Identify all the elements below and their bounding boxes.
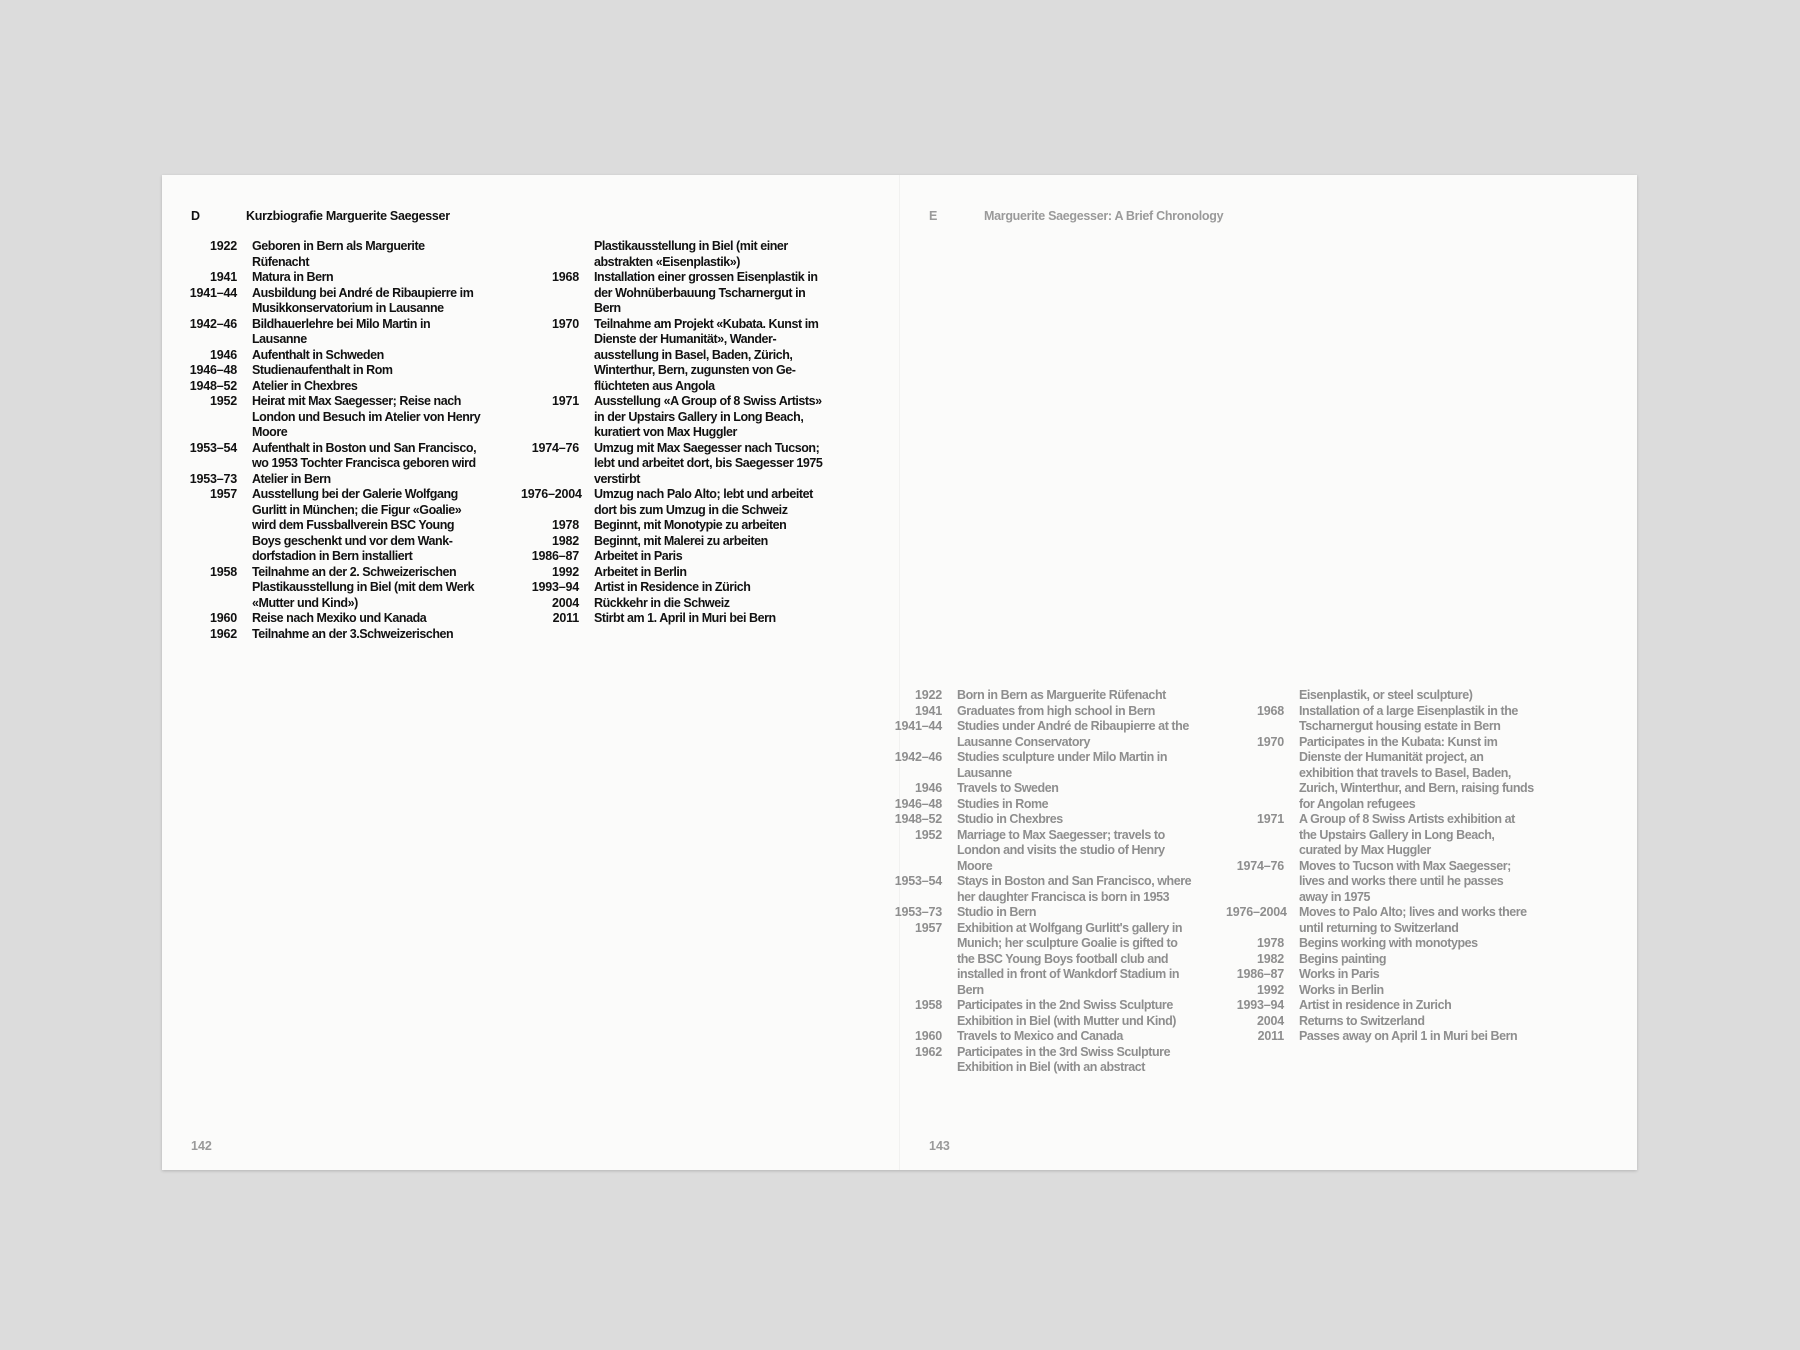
entry-text: Umzug mit Max Saegesser nach Tucson; lebt und arbeitet dort, bis Saegesser 1975 verstirbt (594, 440, 823, 486)
entry-text: Works in Berlin (1299, 982, 1384, 997)
entry-year: 1976–2004 (521, 487, 582, 501)
entry-text: Begins working with monotypes (1299, 936, 1478, 950)
chronology-entry (1226, 812, 1534, 859)
entry-text: Aufenthalt in Schweden (252, 347, 384, 362)
chronology-entry (521, 534, 826, 550)
chronology-entry (179, 363, 484, 379)
entry-year: 1962 (209, 626, 237, 641)
page-number: 142 (191, 1139, 212, 1153)
chronology-entry (179, 286, 484, 317)
entry-year: 1946–48 (894, 796, 942, 811)
entry-text: Rückkehr in die Schweiz (594, 595, 730, 610)
entry-text: Atelier in Chexbres (252, 378, 358, 393)
chronology-entry (521, 317, 826, 395)
chronology-entry (1226, 967, 1534, 983)
entry-year: 1974–76 (531, 440, 579, 455)
entry-text: Umzug nach Palo Alto; lebt und arbeitet dort bis zum Umzug in die Schweiz (594, 487, 813, 517)
entry-text: Passes away on April 1 in Muri bei Bern (1299, 1029, 1518, 1043)
chronology-entry (179, 239, 484, 270)
left-page (162, 175, 899, 1170)
entry-text: Studio in Bern (957, 905, 1037, 919)
chronology-entry (1226, 735, 1534, 813)
entry-text: Stirbt am 1. April in Muri bei Bern (594, 611, 776, 625)
page-number: 143 (929, 1139, 950, 1153)
entry-year: 2004 (1256, 1013, 1284, 1028)
chronology-entry (884, 704, 1192, 720)
entry-year: 1986–87 (1236, 967, 1284, 981)
section-letter: E (929, 209, 938, 223)
chronology-entry (521, 549, 826, 565)
entry-year: 1978 (551, 518, 579, 532)
entry-year: 1978 (1256, 936, 1284, 950)
entry-text: Atelier in Bern (252, 471, 331, 486)
entry-year: 1922 (209, 239, 237, 253)
entry-year: 1953–73 (189, 471, 237, 486)
entry-year: 2011 (1257, 1029, 1284, 1043)
entry-year: 1968 (551, 270, 579, 284)
entry-year: 1970 (551, 316, 579, 331)
entry-year: 1971 (1256, 812, 1284, 826)
chronology-column-2 (521, 239, 826, 627)
chronology-entry (884, 750, 1192, 781)
entry-year: 1952 (209, 394, 237, 408)
chronology-entry (179, 317, 484, 348)
entry-text: Studies sculpture under Milo Martin in Lausanne (957, 750, 1167, 780)
entry-text: Matura in Bern (252, 270, 334, 284)
entry-year: 1958 (209, 564, 237, 579)
entry-year: 1922 (914, 688, 942, 702)
entry-year: 1992 (1256, 982, 1284, 997)
entry-text: Artist in Residence in Zürich (594, 580, 751, 594)
entry-text: Travels to Sweden (957, 781, 1059, 795)
entry-year: 1968 (1256, 703, 1284, 718)
entry-text: Ausbildung bei André de Ribaupierre im Musikkonservatorium in Lausanne (252, 285, 474, 315)
entry-text: Teilnahme an der 3.Schweizerischen (252, 626, 454, 641)
entry-text: Participates in the 3rd Swiss Sculpture Exhibition in Biel (with an abstract (957, 1044, 1171, 1074)
entry-year: 1941 (209, 270, 237, 284)
entry-year: 1982 (1256, 951, 1284, 966)
chronology-entry (1226, 1014, 1534, 1030)
chronology-entry (884, 998, 1192, 1029)
chronology-entry (884, 828, 1192, 875)
chronology-entry (884, 781, 1192, 797)
chronology-entry (884, 812, 1192, 828)
chronology-entry (179, 270, 484, 286)
chronology-entry (521, 441, 826, 488)
right-page (894, 175, 1637, 1170)
entry-text: Ausstellung «A Group of 8 Swiss Artists» in der Upstairs Gallery in Long Beach, kuratiert von Max Huggler (594, 394, 822, 439)
entry-year: 1941–44 (894, 719, 942, 733)
entry-text: Teilnahme am Projekt «Kubata. Kunst im Dienste der Humanität», Wanderausstellung in Basel, Baden, Zürich, Winterthur, Bern, zugunsten von Geflüchteten aus Angola (594, 316, 819, 393)
page-title: Kurzbiografie Marguerite Saegesser (246, 209, 450, 223)
entry-text: Travels to Mexico and Canada (957, 1029, 1123, 1043)
chronology-entry (884, 1045, 1192, 1076)
entry-text: Marriage to Max Saegesser; travels to London and visits the studio of Henry Moore (957, 827, 1165, 873)
entry-text: Moves to Palo Alto; lives and works there until returning to Switzerland (1299, 905, 1527, 935)
chronology-entry (521, 487, 826, 518)
entry-year: 1971 (551, 394, 579, 408)
chronology-entry-continuation (521, 239, 826, 270)
entry-text: A Group of 8 Swiss Artists exhibition at the Upstairs Gallery in Long Beach, curated by Max Huggler (1299, 812, 1515, 857)
entry-text: Geboren in Bern als Marguerite Rüfenacht (252, 239, 425, 269)
entry-year: 1958 (914, 998, 942, 1012)
chronology-entry (179, 348, 484, 364)
entry-year: 1942–46 (189, 316, 237, 331)
entry-year: 1970 (1256, 734, 1284, 749)
entry-text: Beginnt, mit Malerei zu arbeiten (594, 533, 768, 548)
entry-year: 1993–94 (1236, 998, 1284, 1012)
entry-text: Participates in the 2nd Swiss Sculpture Exhibition in Biel (with Mutter und Kind) (957, 998, 1177, 1028)
entry-text: Artist in residence in Zurich (1299, 998, 1452, 1012)
entry-year: 1941 (914, 703, 942, 718)
entry-year: 1992 (551, 564, 579, 579)
entry-text: Arbeitet in Paris (594, 549, 683, 563)
chronology-entry (521, 518, 826, 534)
chronology-entry (1226, 1029, 1534, 1045)
entry-year: 1941–44 (189, 285, 237, 300)
chronology-entry (1226, 704, 1534, 735)
chronology-entry (1226, 905, 1534, 936)
entry-year: 1957 (209, 487, 237, 501)
entry-year: 1976–2004 (1226, 905, 1287, 919)
entry-year: 1953–54 (894, 874, 942, 888)
entry-year: 1948–52 (189, 378, 237, 393)
chronology-column-1 (884, 688, 1192, 1076)
entry-text: Studio in Chexbres (957, 812, 1063, 826)
entry-text: Studienaufenthalt in Rom (252, 363, 393, 377)
entry-text: Heirat mit Max Saegesser; Reise nach London und Besuch im Atelier von Henry Moore (252, 394, 481, 439)
entry-year: 1946–48 (189, 363, 237, 377)
page-title: Marguerite Saegesser: A Brief Chronology (984, 209, 1224, 223)
chronology-entry (179, 379, 484, 395)
chronology-entry (179, 611, 484, 627)
entry-year: 1952 (914, 827, 942, 842)
entry-year: 1974–76 (1236, 858, 1284, 873)
chronology-column-1 (179, 239, 484, 642)
chronology-entry (521, 580, 826, 596)
chronology-entry (521, 565, 826, 581)
entry-text: Born in Bern as Marguerite Rüfenacht (957, 688, 1166, 702)
entry-text: Studies in Rome (957, 796, 1049, 811)
entry-year: 1953–54 (189, 440, 237, 455)
entry-text: Begins painting (1299, 951, 1387, 966)
chronology-entry (884, 719, 1192, 750)
chronology-entry (521, 394, 826, 441)
entry-text: Ausstellung bei der Galerie Wolfgang Gurlitt in München; die Figur «Goalie» wird dem Fussballverein BSC Young Boys geschenkt und vor dem Wankdorfstadion in Bern installiert (252, 487, 462, 563)
entry-text: Eisenplastik, or steel sculpture) (1299, 688, 1473, 702)
chronology-entry (179, 627, 484, 643)
entry-year: 1948–52 (894, 812, 942, 826)
entry-year: 2011 (552, 611, 579, 625)
entry-year: 1946 (209, 347, 237, 362)
entry-text: Arbeitet in Berlin (594, 564, 687, 579)
chronology-entry-continuation (1226, 688, 1534, 704)
chronology-entry (1226, 998, 1534, 1014)
entry-text: Stays in Boston and San Francisco, where her daughter Francisca is born in 1953 (957, 874, 1192, 904)
chronology-entry (884, 797, 1192, 813)
entry-year: 1942–46 (894, 750, 942, 764)
section-letter: D (191, 209, 200, 223)
entry-year: 2004 (551, 595, 579, 610)
chronology-entry (521, 596, 826, 612)
chronology-entry (884, 874, 1192, 905)
chronology-entry (1226, 936, 1534, 952)
chronology-column-2 (1226, 688, 1534, 1045)
chronology-entry (1226, 983, 1534, 999)
chronology-entry (1226, 859, 1534, 906)
chronology-entry (179, 394, 484, 441)
entry-text: Beginnt, mit Monotypie zu arbeiten (594, 518, 787, 532)
chronology-entry (179, 565, 484, 612)
chronology-entry (884, 905, 1192, 921)
chronology-entry (1226, 952, 1534, 968)
chronology-entry (521, 611, 826, 627)
entry-year: 1993–94 (531, 580, 579, 594)
entry-text: Moves to Tucson with Max Saegesser; lives and works there until he passes away in 1975 (1299, 858, 1511, 904)
chronology-entry (179, 487, 484, 565)
chronology-entry (521, 270, 826, 317)
chronology-entry (884, 921, 1192, 999)
entry-text: Installation of a large Eisenplastik in the Tscharnergut housing estate in Bern (1299, 703, 1518, 733)
entry-year: 1957 (914, 920, 942, 935)
entry-text: Works in Paris (1299, 967, 1380, 981)
entry-text: Graduates from high school in Bern (957, 703, 1155, 718)
book-spread (162, 175, 1637, 1170)
chronology-entry (884, 1029, 1192, 1045)
entry-text: Reise nach Mexiko und Kanada (252, 611, 427, 625)
entry-year: 1982 (551, 533, 579, 548)
entry-text: Bildhauerlehre bei Milo Martin in Lausanne (252, 316, 431, 346)
entry-year: 1986–87 (531, 549, 579, 563)
entry-text: Plastikausstellung in Biel (mit einer abstrakten «Eisenplastik») (594, 239, 788, 269)
entry-text: Exhibition at Wolfgang Gurlitt's gallery in Munich; her sculpture Goalie is gifted to the BSC Young Boys football club and installed in front of Wankdorf Stadium in Bern (957, 920, 1183, 997)
entry-text: Studies under André de Ribaupierre at the Lausanne Conservatory (957, 719, 1189, 749)
entry-text: Aufenthalt in Boston und San Francisco, wo 1953 Tochter Francisca geboren wird (252, 440, 477, 470)
entry-year: 1953–73 (894, 905, 942, 919)
entry-text: Installation einer grossen Eisenplastik in der Wohnüberbauung Tscharnergut in Bern (594, 270, 818, 315)
entry-text: Returns to Switzerland (1299, 1013, 1425, 1028)
chronology-entry (179, 472, 484, 488)
entry-text: Participates in the Kubata: Kunst im Dienste der Humanität project, an exhibition that travels to Basel, Baden, Zurich, Winterthur, and Bern, raising funds for Angolan refugees (1299, 734, 1534, 811)
entry-year: 1960 (914, 1029, 942, 1043)
entry-text: Teilnahme an der 2. Schweizerischen Plastikausstellung in Biel (mit dem Werk «Mutter und Kind») (252, 564, 475, 610)
chronology-entry (179, 441, 484, 472)
entry-year: 1946 (914, 781, 942, 795)
entry-year: 1962 (914, 1044, 942, 1059)
chronology-entry (884, 688, 1192, 704)
entry-year: 1960 (209, 611, 237, 625)
